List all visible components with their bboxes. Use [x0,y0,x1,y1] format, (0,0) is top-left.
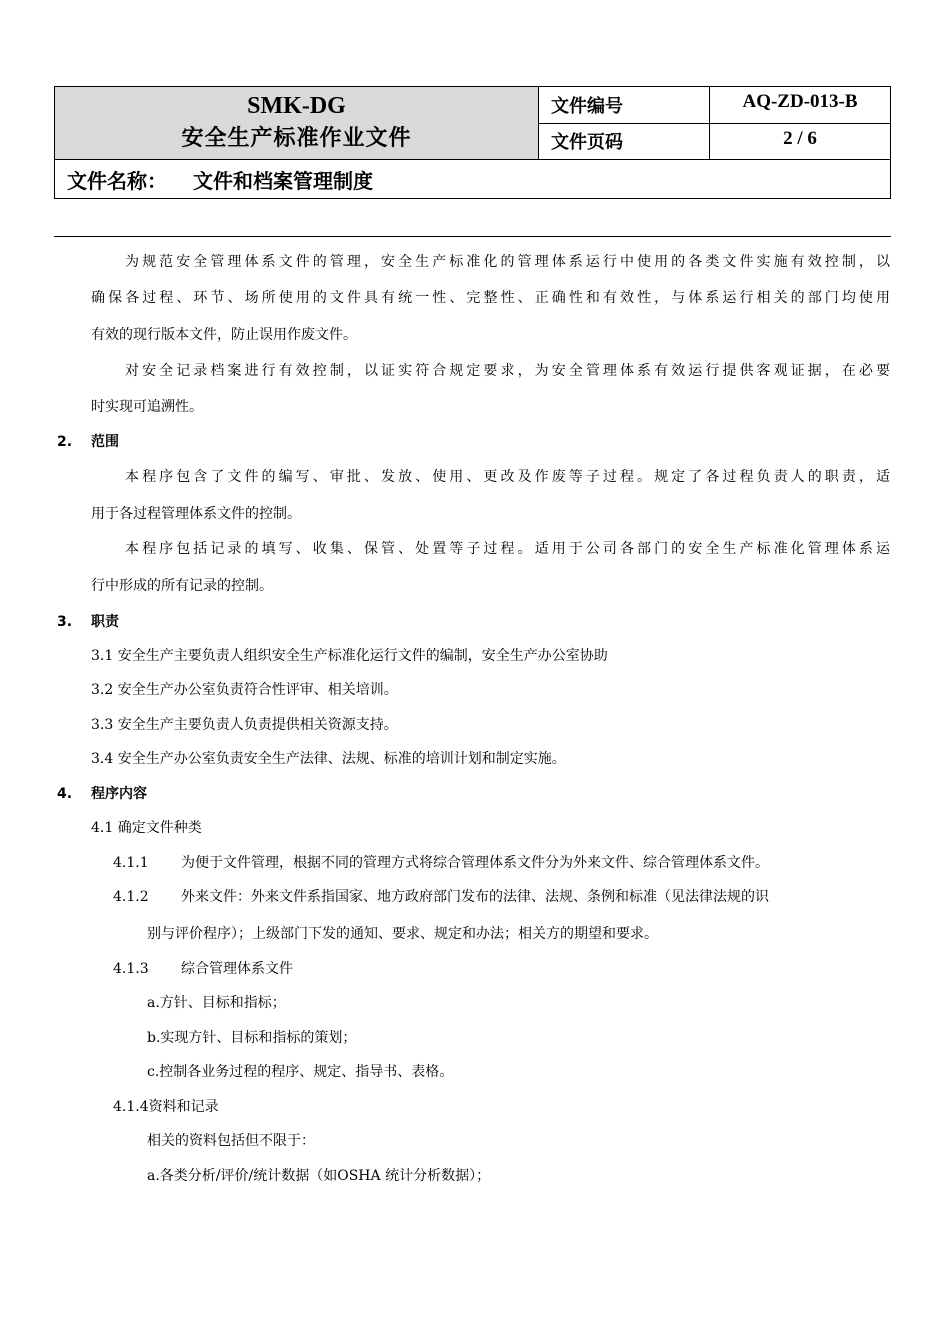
header-divider [54,236,891,237]
clause-4-1-2-continued: 别与评价程序）；上级部门下发的通知、要求、规定和办法；相关方的期望和要求。 [147,926,658,942]
clause-4-1-4: 4.1.4资料和记录 [113,1099,219,1115]
section-title: 职责 [91,614,119,630]
doc-number-label: 文件编号 [539,87,710,124]
scope-p1-line: 用于各过程管理体系文件的控制。 [91,506,301,522]
intro-p1-line: 确保各过程、环节、场所使用的文件具有统一性、完整性、正确性和有效性，与体系运行相关的部门均使用 [91,290,890,306]
org-cell [55,87,539,160]
org-code: SMK-DG [247,93,346,119]
section-number: 4. [57,786,73,802]
subsection-4-1: 4.1 确定文件种类 [91,820,202,836]
intro-p2-line: 时实现可追溯性。 [91,399,203,415]
document-type-title: 安全生产标准作业文件 [181,126,412,151]
duty-item: 3.2 安全生产办公室负责符合性评审、相关培训。 [91,682,398,698]
section-title: 程序内容 [91,786,147,802]
page-value [710,123,891,160]
page-label: 文件页码 [539,123,710,160]
duty-item: 3.3 安全生产主要负责人负责提供相关资源支持。 [91,717,398,733]
clause-4-1-4-intro: 相关的资料包括但不限于： [147,1133,315,1149]
duty-item: 3.4 安全生产办公室负责安全生产法律、法规、标准的培训计划和制定实施。 [91,751,566,767]
clause-4-1-2 [113,887,769,907]
clause-text: 综合管理体系文件 [181,961,293,977]
clause-4-1-3 [113,959,293,979]
intro-p1-line: 为规范安全管理体系文件的管理，安全生产标准化的管理体系运行中使用的各类文件实施有效控制，以 [125,254,890,270]
list-item: c.控制各业务过程的程序、规定、指导书、表格。 [147,1064,454,1080]
duty-item: 3.1 安全生产主要负责人组织安全生产标准化运行文件的编制，安全生产办公室协助 [91,648,608,664]
list-item: a.方针、目标和指标； [147,995,286,1011]
section-title: 范围 [91,434,119,450]
section-number: 2. [57,434,73,450]
scope-p2-line: 行中形成的所有记录的控制。 [91,578,273,594]
clause-number: 4.1.3 [113,961,149,977]
doc-number-value [710,87,891,124]
doc-number-text: AQ-ZD-013-B [742,91,858,112]
section-number: 3. [57,614,73,630]
clause-text: 为便于文件管理，根据不同的管理方式将综合管理体系文件分为外来文件、综合管理体系文件。 [181,855,769,871]
document-header-table [54,86,891,199]
list-item: a.各类分析/评价/统计数据（如OSHA 统计分析数据）； [147,1168,491,1184]
scope-p2-line: 本程序包括记录的填写、收集、保管、处置等子过程。适用于公司各部门的安全生产标准化管理体系运 [125,541,890,557]
clause-text: 外来文件：外来文件系指国家、地方政府部门发布的法律、法规、条例和标准（见法律法规的识 [181,889,769,905]
clause-number: 4.1.1 [113,855,149,871]
scope-p1-line: 本程序包含了文件的编写、审批、发放、使用、更改及作废等子过程。规定了各过程负责人的职责，适 [125,469,890,485]
intro-p1-line: 有效的现行版本文件，防止误用作废文件。 [91,327,357,343]
intro-p2-line: 对安全记录档案进行有效控制，以证实符合规定要求，为安全管理体系有效运行提供客观证据，在必要 [125,363,890,379]
document-name-label: 文件名称： [67,168,167,193]
document-name: 文件和档案管理制度 [193,168,373,193]
clause-4-1-1 [113,853,769,873]
document-name-row [55,160,891,199]
page-number-text: 2 / 6 [783,127,817,149]
list-item: b.实现方针、目标和指标的策划； [147,1030,357,1046]
clause-number: 4.1.2 [113,889,149,905]
